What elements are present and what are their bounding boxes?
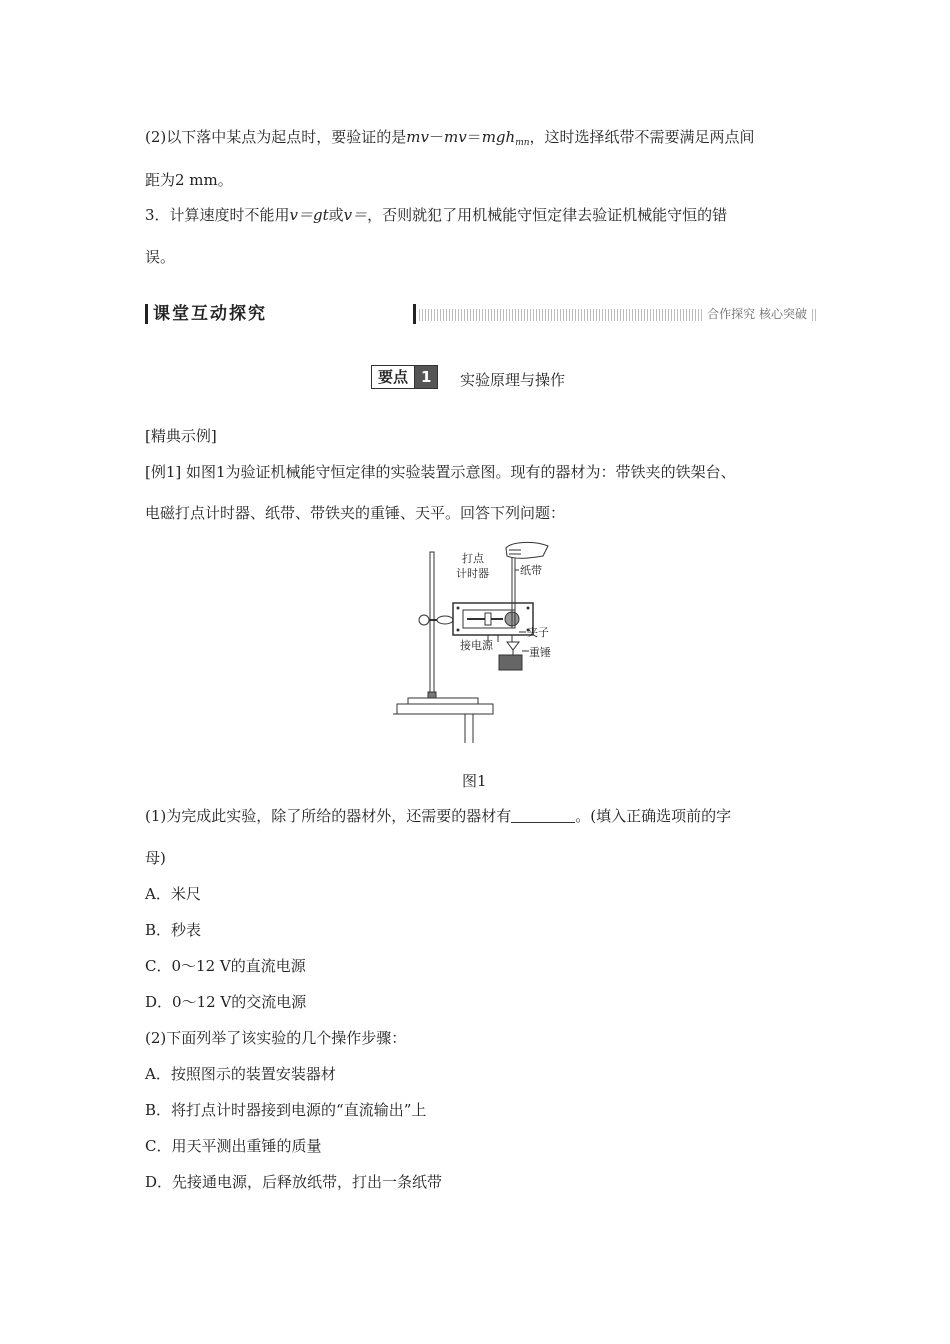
answer-blank[interactable] [511,808,575,823]
clamp-jaw [437,616,453,624]
banner-bar [413,304,416,324]
para-2-line-2: 距为2 mm。 [145,171,233,189]
q2-step-c: C．用天平测出重锤的质量 [145,1137,322,1155]
text: 3．计算速度时不能用 [145,206,290,224]
table-top [397,704,493,714]
q2-step-d: D．先接通电源，后释放纸带，打出一条纸带 [145,1173,443,1191]
q1-option-c: C．0～12 V的直流电源 [145,957,306,975]
key-point-number: 1 [415,366,437,388]
key-point-title: 实验原理与操作 [460,371,566,389]
key-point-label: 要点 [372,366,415,388]
formula-part: － [428,128,444,146]
formula: v＝ [343,206,368,224]
heavy-weight [499,655,522,670]
q1-line-1 [145,806,731,826]
q2-step-b: B．将打点计时器接到电源的“直流输出”上 [145,1101,427,1119]
text: 或 [328,206,344,224]
formula-part: ＝ [466,128,482,146]
formula-part: mv [406,128,429,146]
text: 。(填入正确选项前的字 [575,807,732,825]
stand-foot [428,692,436,698]
formula-part: mv [443,128,467,146]
para-2-line-1 [145,127,755,153]
text: ，否则就犯了用机械能守恒定律去验证机械能守恒的错 [367,206,728,224]
q1-option-d: D．0～12 V的交流电源 [145,993,307,1011]
banner-bar [145,304,148,324]
q2-intro: (2)下面列举了该实验的几个操作步骤： [145,1029,407,1047]
text: ，这时选择纸带不需要满足两点间 [529,128,755,146]
apparatus-figure [393,540,563,745]
formula: v＝gt [289,206,329,224]
para-3-line-1 [145,205,727,225]
banner-subtitle: 合作探究 核心突破 [703,305,811,323]
label-timer-1: 打点 [462,552,484,565]
example-line-1: [例1] 如图1为验证机械能守恒定律的实验装置示意图。现有的器材为：带铁夹的铁架台、 [145,463,736,481]
section-label: [精典示例] [145,427,217,445]
text: (1)为完成此实验，除了所给的器材外，还需要的器材有 [145,807,512,825]
label-weight: 重锤 [529,646,551,659]
label-timer-2: 计时器 [456,567,489,580]
example-line-2: 电磁打点计时器、纸带、带铁夹的重锤、天平。回答下列问题： [145,504,566,522]
q2-step-a: A．按照图示的装置安装器材 [145,1065,336,1083]
tape-clip [507,642,519,650]
magnet [485,613,491,625]
label-power: 接电源 [460,639,493,652]
label-tape: 纸带 [520,564,542,577]
formula-subscript: mn [515,138,530,148]
clamp-knob [419,615,429,625]
stand-base [408,698,478,704]
q1-option-a: A．米尺 [145,885,201,903]
banner-title: 课堂互动探究 [153,304,267,324]
screw [457,607,460,610]
para-3-line-2: 误。 [145,248,176,266]
q1-option-b: B．秒表 [145,921,202,939]
figure-caption: 图1 [462,772,487,790]
label-clip: 夹子 [527,626,549,639]
key-point-badge [371,365,438,389]
formula-part: mgh [481,128,516,146]
stand-rod [430,552,434,692]
q1-line-2: 母) [145,849,166,867]
screw [527,607,530,610]
section-banner [145,302,817,326]
screw [457,629,460,632]
text: (2)以下落中某点为起点时，要验证的是 [145,128,407,146]
